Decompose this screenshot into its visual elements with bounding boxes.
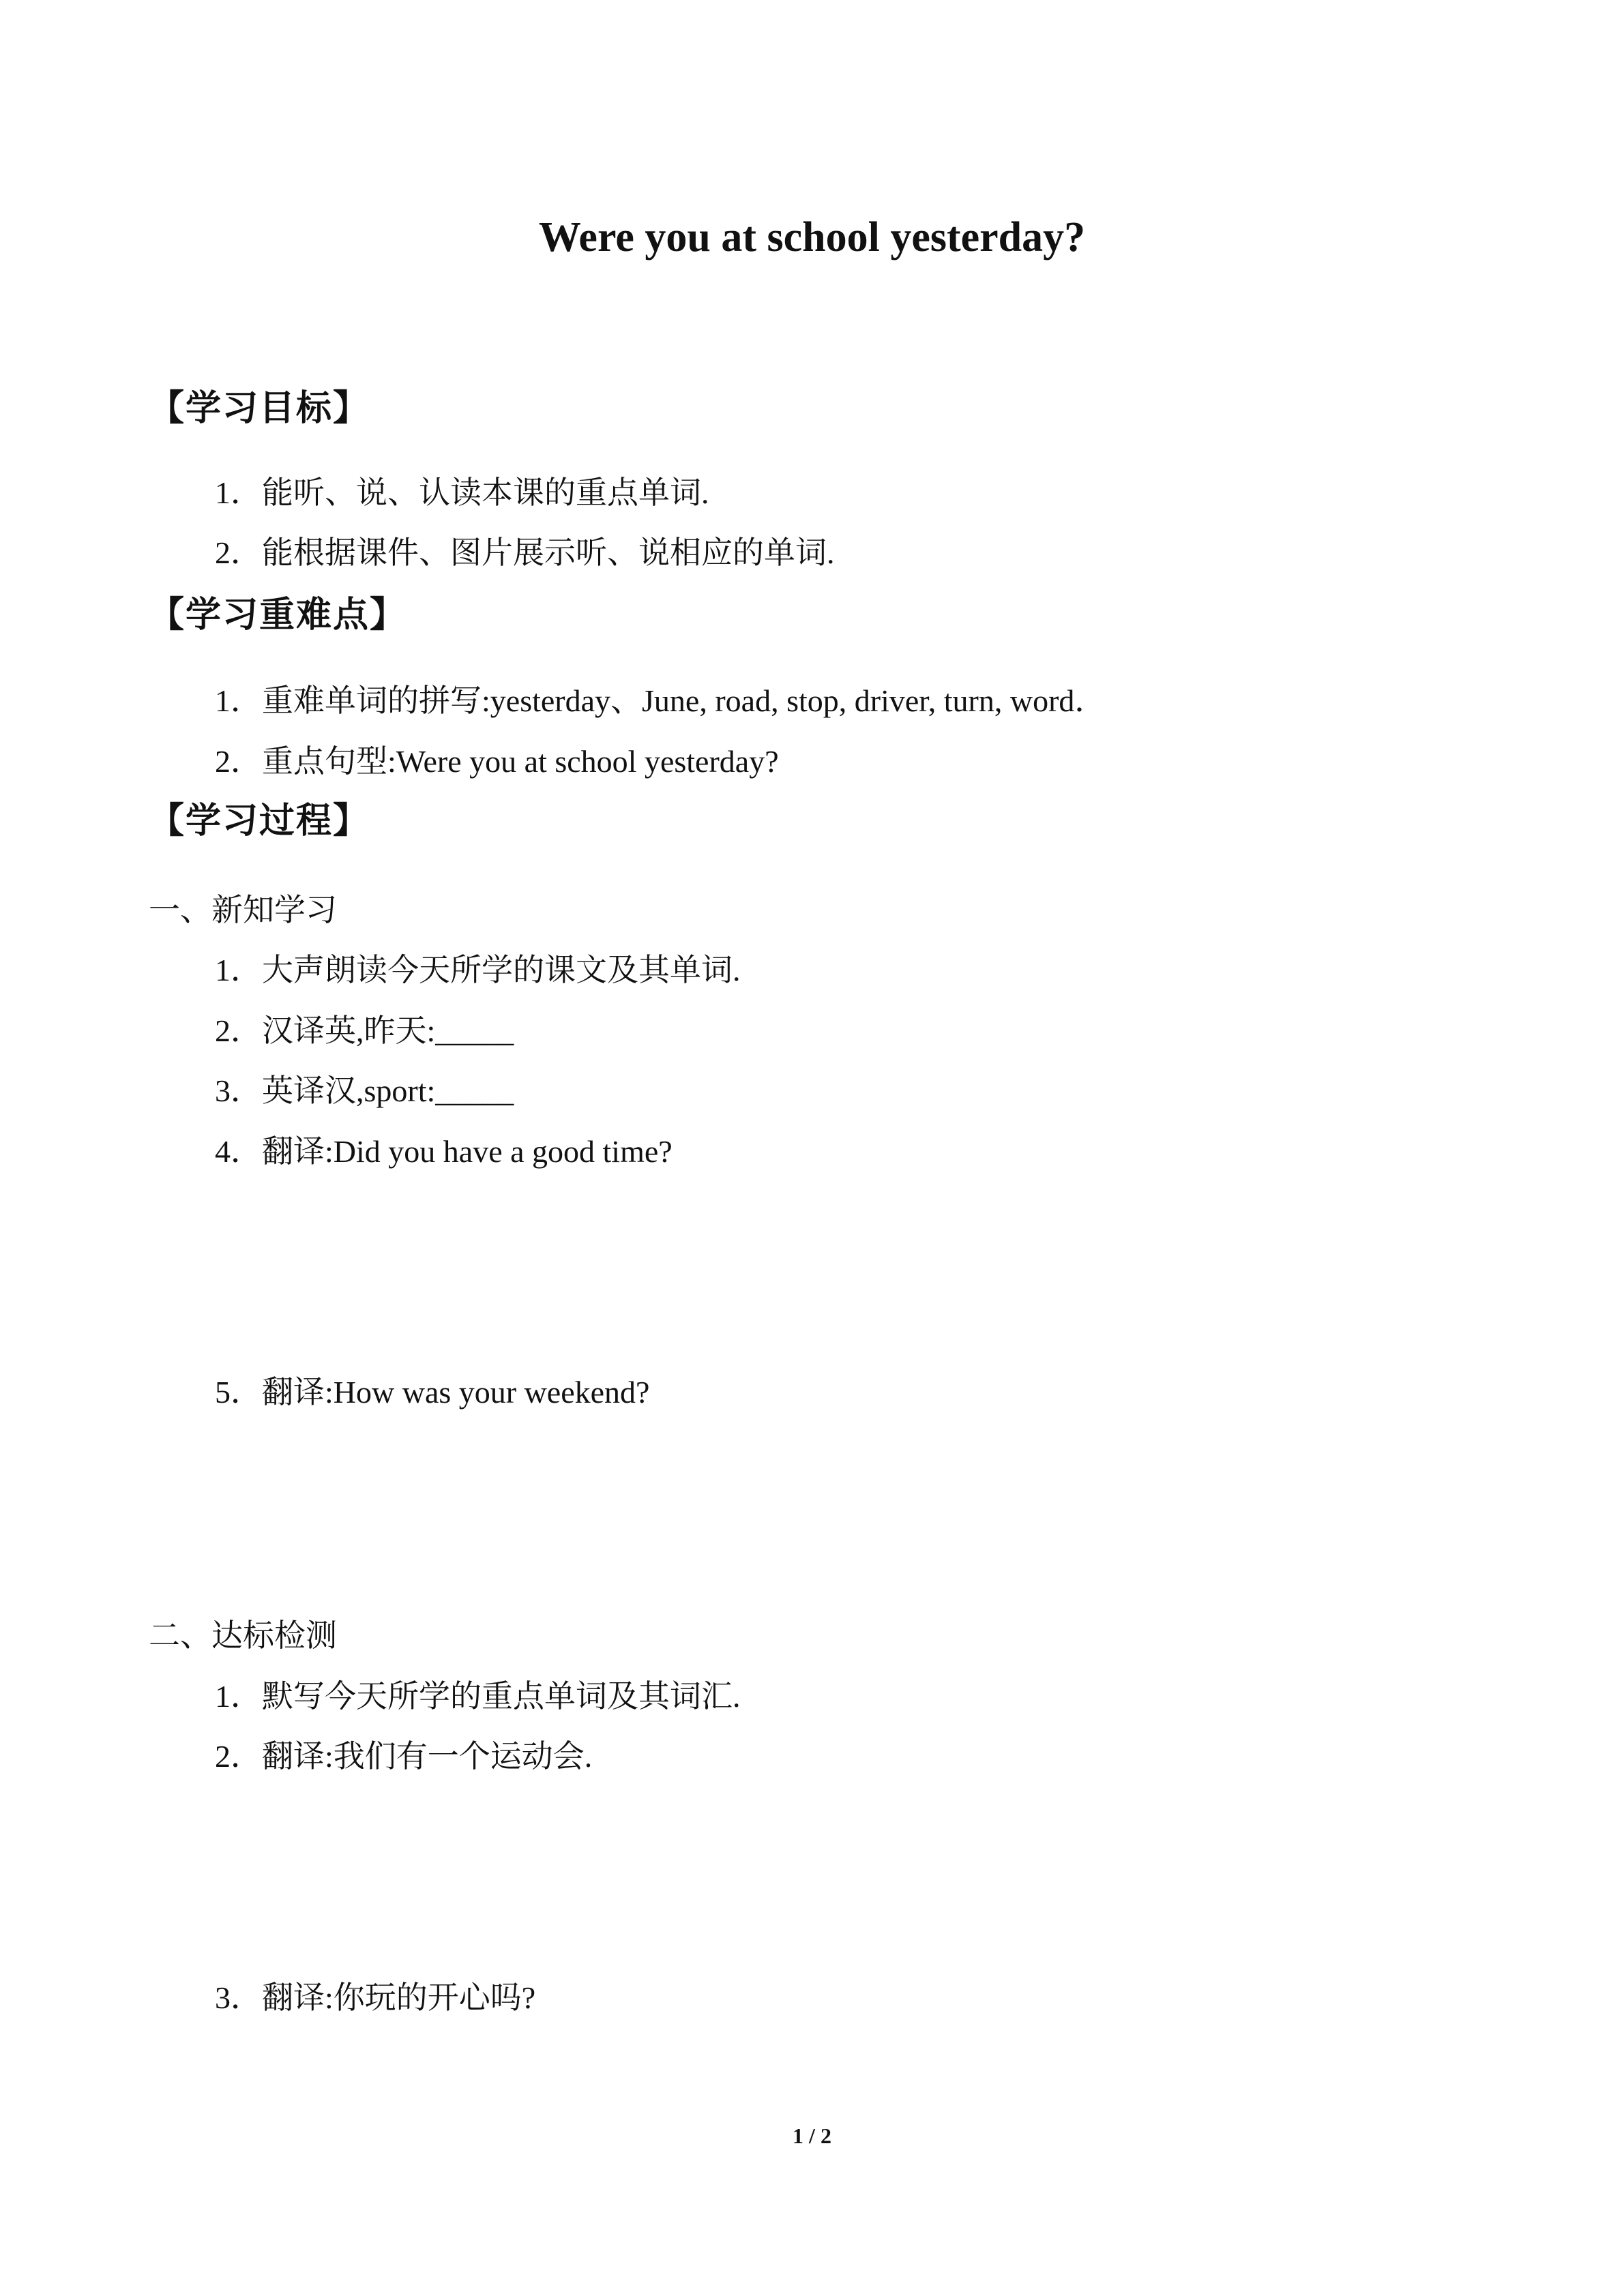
item-number: 2． (215, 1739, 262, 1774)
item-text: 重点句型:Were you at school yesterday? (262, 744, 779, 779)
item-number: 2． (215, 744, 262, 779)
list-item (215, 533, 835, 573)
item-text: 汉译英,昨天:_____ (262, 1013, 514, 1048)
item-number: 5． (215, 1375, 262, 1410)
list-item (215, 1011, 514, 1052)
list-item (215, 473, 709, 513)
item-number: 1． (215, 953, 262, 987)
list-item (215, 950, 741, 991)
list-item (215, 1131, 673, 1172)
item-text: 能听、说、认读本课的重点单词. (262, 475, 709, 510)
list-item (215, 1372, 649, 1413)
item-number: 3． (215, 1980, 262, 2015)
item-number: 3． (215, 1073, 262, 1108)
item-text: 翻译:你玩的开心吗? (262, 1980, 536, 2015)
section-heading-process: 【学习过程】 (149, 802, 370, 841)
list-item (215, 1071, 514, 1112)
item-number: 1． (215, 1679, 262, 1714)
section-heading-goals: 【学习目标】 (149, 389, 370, 428)
item-number: 1． (215, 475, 262, 510)
item-text: 大声朗读今天所学的课文及其单词. (262, 953, 741, 987)
page-title: Were you at school yesterday? (538, 214, 1086, 260)
item-text: 英译汉,sport:_____ (262, 1073, 514, 1108)
item-number: 2． (215, 535, 262, 570)
list-item (215, 1978, 535, 2018)
page-number: 1 / 2 (793, 2123, 831, 2148)
subsection-title: 二、达标检测 (149, 1618, 337, 1653)
item-number: 4． (215, 1134, 262, 1169)
item-number: 1． (215, 683, 262, 718)
item-text: 默写今天所学的重点单词及其词汇. (262, 1679, 741, 1714)
subsection-title: 一、新知学习 (149, 893, 337, 927)
item-number: 2． (215, 1013, 262, 1048)
item-text: 能根据课件、图片展示听、说相应的单词. (262, 535, 835, 570)
list-item (215, 681, 1106, 721)
item-text: 翻译:Did you have a good time? (262, 1134, 673, 1169)
section-heading-key-points: 【学习重难点】 (149, 596, 407, 635)
list-item (215, 1676, 741, 1717)
item-text: 翻译:How was your weekend? (262, 1375, 650, 1410)
item-text: 翻译:我们有一个运动会. (262, 1739, 593, 1774)
list-item (215, 741, 779, 782)
item-text: 重难单词的拼写:yesterday、June, road, stop, driver, turn, word． (262, 683, 1106, 718)
list-item (215, 1736, 592, 1777)
